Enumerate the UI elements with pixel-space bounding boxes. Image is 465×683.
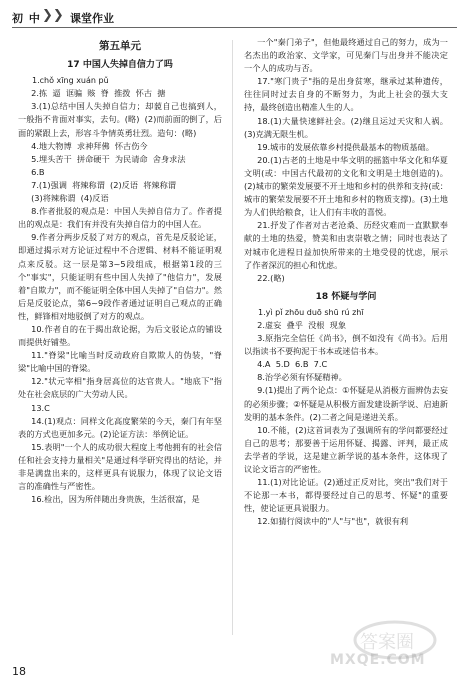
- grade-label: 初 中: [12, 12, 41, 25]
- answer-paragraph: 10.不能，(2)这首词表为了强调所有的学问都要经过自己的思考；那要善于运用怀疑、揭露、评判，最正成去学者的学说，这是建立新学说的基本条件，这体现了议论文语言的严密性。: [244, 424, 448, 474]
- answer-paragraph: 4.A 5.D 6.B 7.C: [257, 359, 328, 370]
- answer-paragraph: 10.作者自的在于揭出敌论据，为后文驳论点的铺设而提供好铺垫。: [18, 323, 222, 348]
- answer-paragraph: 18.(1)大量快速鲜社会。(2)继且运过天灾和人祸。(3)克满无限生机。: [244, 115, 448, 139]
- svg-text:答案圈: 答案圈: [360, 632, 414, 653]
- left-column: [18, 36, 222, 506]
- column-divider: [232, 40, 233, 635]
- answer-paragraph: 21.抒发了作者对古老沧桑、历经灾难而一直默默奉献的土地的热爱，赞美和由衷崇敬之情；同时也表达了对城市化进程日益加快所带来的土地受侵的忧虑，展示了作者深沉的担心和忧虑。: [244, 220, 448, 270]
- answer-paragraph: 9.(1)提出了两个论点：①怀疑是从消极方面辨伪去妄的必须步骤；②怀疑是从积极方面发建设新学说、启迪新发明的基本条件。(2)二者之间是递进关系。: [244, 385, 448, 422]
- answer-paragraph: 4.地大物博 求神拜佛 怀古伤今: [31, 140, 148, 151]
- answer-paragraph: 2.虚妄 叠乎 没根 现象: [257, 319, 347, 330]
- answer-paragraph: 3.原指完全信任《尚书》，倒不如没有《尚书》。后用以指读书不要拘泥于书本或迷信书本。: [244, 333, 448, 357]
- answer-paragraph: 14.(1)观点：同样文化高度繁荣的今天，秦门有年坚表的方式也更加多元。(2)论证方法：举例论证。: [18, 415, 222, 439]
- right-column: [244, 36, 448, 528]
- header-title: 课堂作业: [70, 12, 114, 25]
- lesson-title: 17 中国人失掉自信力了吗: [67, 60, 173, 71]
- answer-paragraph: 5.埋头苦干 拼命硬干 为民请命 舍身求法: [31, 153, 186, 164]
- answer-paragraph: 20.(1)古老的土地是中华文明的摇篮中华文化和华夏文明(或：中国古代最初的文化和文明是土地创造的)。(2)城市的繁荣发展要不开土地和乡村的供养和支持(或：城市的繁荣发展要不开土地和乡村的物质支撑)。(3)土地为人们供给粮食，让人们有丰收的喜悦。: [244, 154, 448, 218]
- watermark-logo-icon: [300, 618, 450, 678]
- watermark-text: MXQE.COM: [330, 652, 426, 668]
- double-chevron-icon: ❯❯: [42, 8, 64, 23]
- answer-paragraph: 17."寒门贵子"指的是出身贫寒，继承过某种遗传，往往同时过去自身的不断努力，为此上社会的强大支持，最终创造出精准人生的人。: [244, 76, 448, 113]
- answer-paragraph: 19.城市的发展依靠乡村提供最基本的物质基础。: [257, 141, 434, 152]
- page-number: 18: [12, 665, 26, 678]
- answer-paragraph: 16.检出，因为所伴随出身贵族，生活很富，是: [31, 494, 200, 505]
- answer-paragraph: 6.B: [31, 166, 45, 177]
- header-rule: [12, 27, 457, 28]
- answer-paragraph: 一个"秦门弟子"，但他最终通过自己的努力，成为一名杰出的政治家、文学家，可见秦门与出身并不能决定一个人的成功与否。: [244, 37, 448, 74]
- right-answers-a: [244, 36, 448, 285]
- unit-title: 第五单元: [99, 40, 141, 52]
- answer-paragraph: 12."状元宰相"指身居高位的达官贵人。"地底下"指处在社会底层的广大劳动人民。: [18, 376, 222, 400]
- answer-paragraph: 13.C: [31, 402, 50, 413]
- answer-paragraph: 7.(1)强调 将辣称谓 (2)反语 将辣称谓: [31, 179, 176, 190]
- answer-paragraph: (3)将辣称谓 (4)反语: [31, 193, 109, 204]
- answer-paragraph: 3.(1)总结中国人失掉自信力；却藐自己也搞到人，一般指不肯面对事实，去句。(略) (2)而前面的倒了，后面的紧跟上去，形容斗争情英勇壮烈。造句：(略): [18, 101, 222, 138]
- answer-paragraph: 15.表明"一个人的成功很大程度上考他拥有的社会信任和社会支持力量相关"是通过科学研究得出的结论，并非是满盘出来的，这样更具有说服力，体现了议论文语言的准确性与严密性。: [18, 441, 222, 492]
- answer-paragraph: 11."脊梁"比喻当时反动政府自欺欺人的伪装，"脊梁"比喻中国的脊梁。: [18, 350, 222, 374]
- answer-paragraph: 9.作者分两步反驳了对方的观点，首先是反驳论证，即通过揭示对方论证过程中不合逻辑、材料不能证明观点来反驳。这一层是第3~5段组成，根据第1段的三个"事实"，只能证明有些中国人失掉了"他信力"，发展着"自欺力"，而不能证明全体中国人失掉了"自信力"。然后是反驳论点，第6~9段作者通过证明自己观点的正确性，鲜锋相对地驳倒了对方的观点。: [18, 232, 222, 321]
- right-answers-b: [244, 319, 448, 529]
- left-answers: [18, 87, 222, 506]
- answer-paragraph: 11.(1)对比论证。(2)通过正反对比，突出"我们对于不论那一本书，都得要经过自己的思考、怀疑"的重要性，使论证更具说服力。: [244, 477, 448, 514]
- answer-paragraph: 8.治学必须有怀疑精神。: [257, 372, 347, 383]
- page-header: [0, 0, 465, 30]
- answer-paragraph: 22.(略): [257, 272, 285, 283]
- answer-paragraph: 2.拣 逼 诓骗 赅 脊 推拨 怀古 搪: [31, 88, 166, 99]
- answer-paragraph: 8.作者批驳的观点是：中国人失掉自信力了。作者提出的观点是：我们有并没有失掉自信力的中国人在。: [18, 206, 222, 230]
- lesson-title-18: 18 怀疑与学问: [315, 291, 377, 302]
- answer-paragraph: 12.如猜行阅读中的"人"与"也"，就很有利: [257, 516, 409, 527]
- pinyin-answer: 1.chǒ xīng xuán pǔ: [32, 76, 109, 86]
- pinyin-answer-18: 1.yì pǐ zhōu duō shū rú zhī: [258, 307, 364, 317]
